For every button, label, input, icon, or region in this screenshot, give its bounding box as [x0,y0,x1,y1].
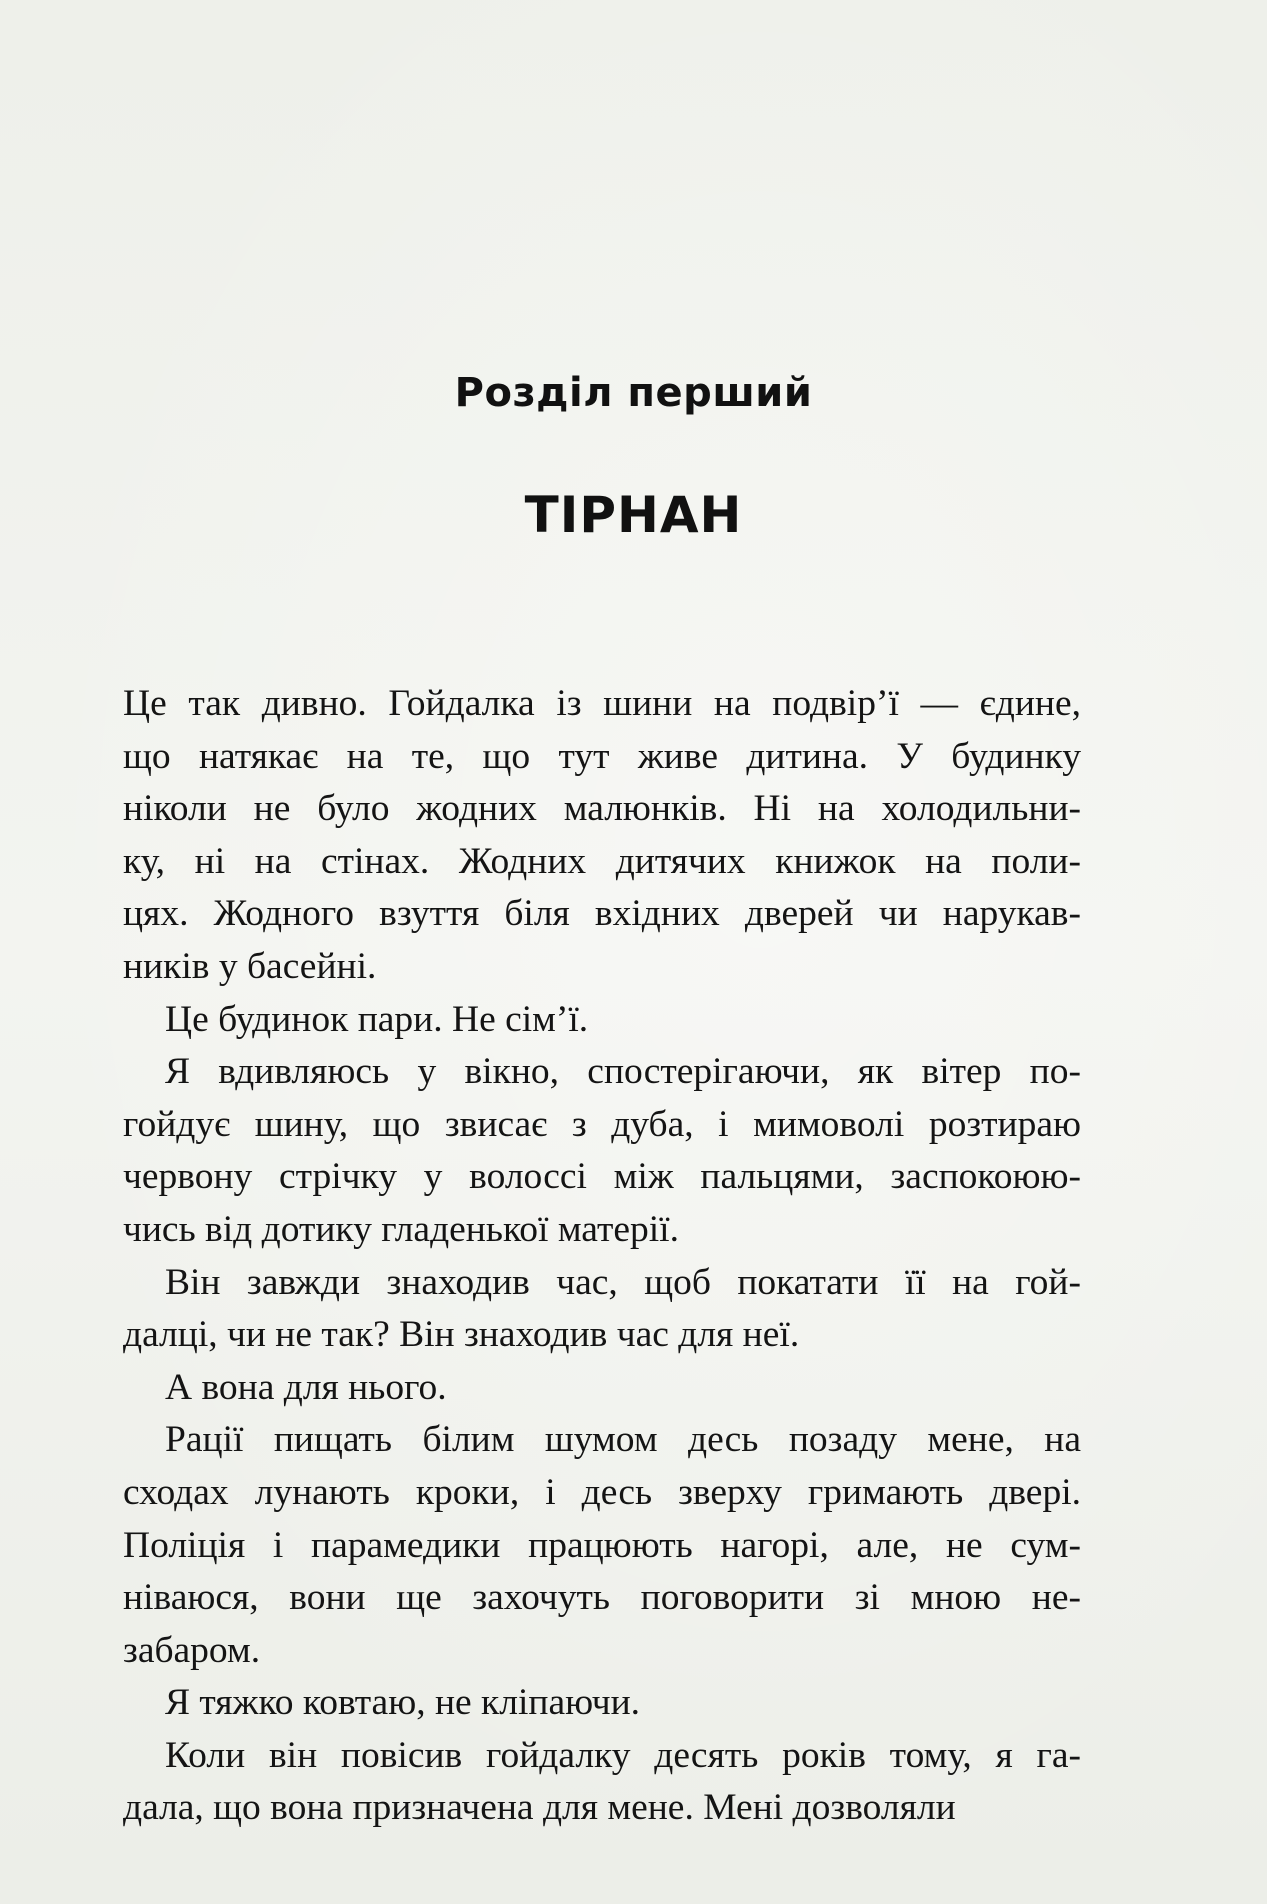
text-line: А вона для нього. [165,1366,447,1408]
text-line: Він завжди знаходив час, щоб покатати її на гой- [165,1261,1081,1303]
text-line: цях. Жодного взуття біля вхідних дверей чи нарукав- [123,893,1081,935]
text-line: Рації пищать білим шумом десь позаду мене, на [165,1419,1081,1461]
text-line: Коли він повісив гойдалку десять років тому, я га- [165,1734,1081,1776]
paragraph [123,1046,1081,1256]
paragraph [123,1730,1081,1835]
text-line: сходах лунають кроки, і десь зверху гримають двері. [123,1471,1081,1513]
text-line: Поліція і парамедики працюють нагорі, але, не сум- [123,1524,1081,1566]
text-line: чись від дотику гладенької матерії. [123,1208,679,1250]
chapter-label: Розділ перший [454,370,813,416]
text-line: що натякає на те, що тут живе дитина. У будинку [123,735,1081,777]
text-line: гойдує шину, що звисає з дуба, і мимоволі розтираю [123,1103,1081,1145]
text-line: Це будинок пари. Не сім’ї. [165,998,589,1040]
text-line: ніколи не було жодних малюнків. Ні на холодильни- [123,788,1081,830]
text-line: Я тяжко ковтаю, не кліпаючи. [165,1682,641,1724]
text-line: ніваюся, вони ще захочуть поговорити зі мною не- [123,1577,1081,1619]
text-line: червону стрічку у волоссі між пальцями, заспокоюю- [123,1156,1081,1198]
chapter-title: ТІРНАН [524,486,743,544]
paragraph [123,1257,1081,1362]
paragraph [123,1677,1081,1730]
text-line: ку, ні на стінах. Жодних дитячих книжок на поли- [123,840,1081,882]
paragraph [123,1362,1081,1415]
paragraph [123,678,1081,994]
text-line: ників у басейні. [123,945,377,987]
paragraph [123,994,1081,1047]
body-text [123,678,1081,1835]
text-line: далці, чи не так? Він знаходив час для неї. [123,1314,800,1356]
paragraph [123,1414,1081,1677]
text-line: забаром. [123,1629,261,1671]
text-line: Я вдивляюсь у вікно, спостерігаючи, як вітер по- [165,1051,1081,1093]
text-line: дала, що вона призначена для мене. Мені дозволяли [123,1787,956,1829]
text-line: Це так дивно. Гойдалка із шини на подвір’ї — єдине, [123,683,1081,724]
